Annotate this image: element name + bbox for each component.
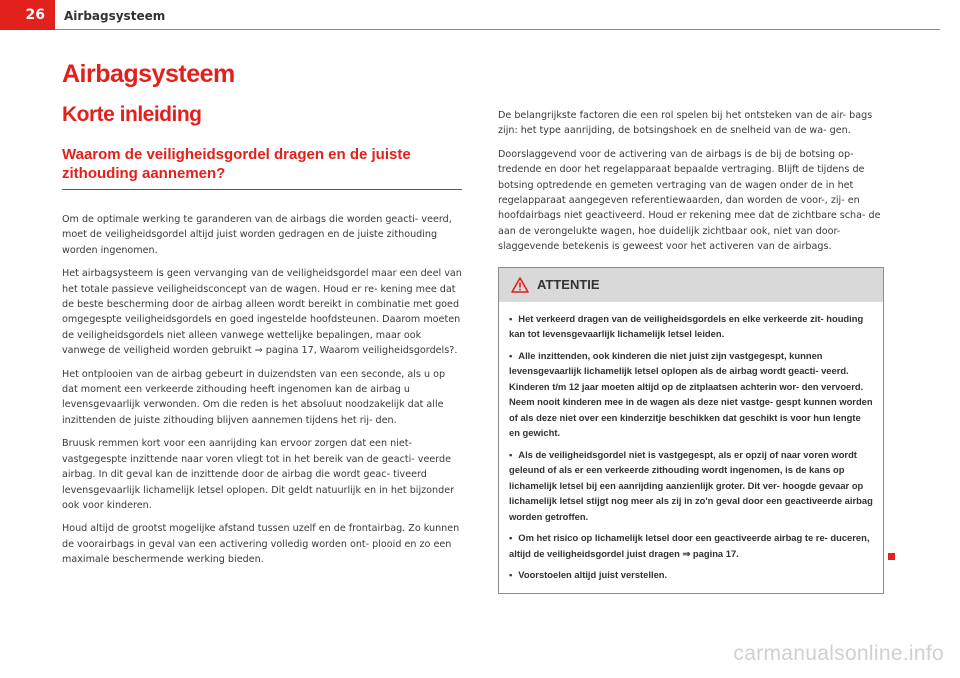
paragraph: Om de optimale werking te garanderen van de airbags die worden geacti- veerd, moet de veiligheidsgordel altijd juist worden gedragen en de juiste zithouding worden ingenomen.	[62, 214, 452, 256]
warning-triangle-icon	[511, 277, 529, 293]
section-end-marker	[888, 553, 895, 560]
paragraph: Doorslaggevend voor de activering van de airbags is de bij de botsing op- tredende en door het regelapparaat bepaalde vertraging. Blijft de tijdens de botsing optredende en gemeten vertraging van de wagen onder de in het regelapparaat aangegeven referentiewaarden, dan worden de voor-, zij- en hoofdairbags niet geactiveerd. Houd er rekening mee dat de zichtbare scha- de aan de verongelukte wagen, hoe duidelijk zichtbaar ook, niet van door- slaggevende betekenis is geweest voor het activeren van de airbags.	[498, 148, 881, 253]
paragraph: Bruusk remmen kort voor een aanrijding kan ervoor zorgen dat een niet- vastgegespte inzittende naar voren vliegt tot in het bereik van de geacti- veerde airbag. In dit geval kan de inzittende door de airbag die wordt geac- tiveerd levensgevaarlijk lichamelijk letsel oplopen. Dit geldt natuurlijk en in het bijzonder ook voor kinderen.	[62, 438, 455, 511]
paragraph: Houd altijd de grootst mogelijke afstand tussen uzelf en de frontairbag. Zo kunnen de voorairbags in geval van een activering volledig worden ont- plooid en zo een maximale beschermende werking bieden.	[62, 523, 460, 566]
warning-heading: ATTENTIE	[537, 277, 600, 293]
watermark: carmanualsonline.info	[733, 642, 944, 665]
warning-item	[509, 530, 873, 561]
bullet-icon: •	[509, 448, 513, 460]
bullet-icon: •	[509, 569, 513, 581]
bullet-icon: •	[509, 532, 513, 544]
right-column	[498, 108, 884, 594]
paragraph: De belangrijkste factoren die een rol spelen bij het ontsteken van de air- bags zijn: het type aanrijding, de botsingshoek en de snelheid van de wa- gen.	[498, 110, 873, 137]
paragraph: Het ontplooien van de airbag gebeurt in duizendsten van een seconde, als u op dat moment een verkeerde zithouding heeft ingenomen kan de airbag u levensgevaarlijk verwonden. Om die reden is het absoluut noodzakelijk dat alle inzittenden de juiste zithouding blijven aannemen tijdens het rij- den.	[62, 368, 446, 426]
running-title: Airbagsysteem	[64, 9, 166, 23]
warning-item-text: Om het risico op lichamelijk letsel door een geactiveerde airbag te re- duceren, altijd de veiligheidsgordel juist dragen ⇒ pagina 17.	[509, 532, 870, 559]
main-title: Airbagsysteem	[62, 60, 235, 88]
header-rule	[55, 29, 940, 30]
page-number-badge	[0, 0, 55, 30]
left-body	[62, 212, 462, 568]
warning-item	[509, 567, 873, 583]
section-title: Korte inleiding	[62, 103, 202, 126]
warning-item	[509, 311, 873, 342]
warning-box	[498, 267, 884, 594]
warning-header	[499, 268, 883, 302]
warning-item-text: Voorstoelen altijd juist verstellen.	[518, 569, 668, 581]
page-number: 26	[25, 7, 45, 23]
warning-item-text: Als de veiligheidsgordel niet is vastgegespt, als er opzij of naar voren wordt geleund of als er een verkeerde zithouding wordt ingenomen, is de kans op lichamelijk letsel bij een aanrijding aanzienlijk groter. Dit ver- hoogde gevaar op lichamelijk letsel stijgt nog meer als zij in zo'n geval door een geactiveerde airbag worden getroffen.	[509, 448, 873, 522]
warning-item	[509, 348, 873, 441]
warning-item-text: Alle inzittenden, ook kinderen die niet juist zijn vastgegespt, kunnen levensgevaarlijk lichamelijk letsel oplopen als de airbag wordt geacti- veerd. Kinderen t/m 12 jaar moeten altijd op de zitplaatsen achterin wor- den vervoerd. Neem nooit kinderen mee in de wagen als deze niet vastge- gespt kunnen worden of als deze niet over een kinderzitje beschikken dat geschikt is voor hun lengte en gewicht.	[509, 349, 873, 439]
warning-body	[499, 302, 883, 593]
paragraph: Het airbagsysteem is geen vervanging van de veiligheidsgordel maar een deel van het totale passieve veiligheidsconcept van de wagen. Houd er re- kening mee dat de beste bescherming door de airbag alleen wordt bereikt in combinatie met goed omgegespte veiligheidsgordels en goed ingestelde hoofdsteunen. Daarom moeten de veiligheidsgordels niet alleen vanwege wettelijke bepalingen, maar ook vanwege de veiligheid worden gebruikt ⇒ pagina 17, Waarom veiligheidsgordels?.	[62, 268, 462, 357]
warning-item	[509, 447, 873, 525]
warning-item-text: Het verkeerd dragen van de veiligheidsgordels en elke verkeerde zit- houding kan tot levensgevaarlijk lichamelijk letsel leiden.	[509, 312, 864, 340]
bullet-icon: •	[509, 349, 513, 361]
left-column	[62, 60, 462, 576]
subsection-title: Waarom de veiligheidsgordel dragen en de juiste zithouding aannemen?	[62, 145, 462, 190]
bullet-icon: •	[509, 312, 513, 324]
